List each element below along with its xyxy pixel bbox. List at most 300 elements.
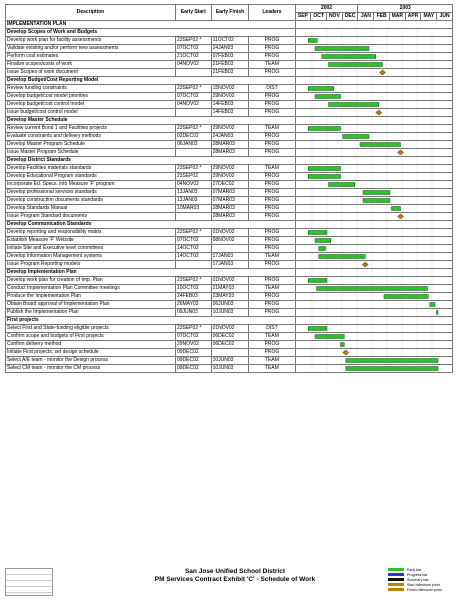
task-description: Publish the Implementation Plan xyxy=(6,309,176,317)
task-leader: PROG xyxy=(249,181,295,189)
task-early-finish: 29NOV02 xyxy=(211,125,249,133)
task-early-start: 26MAY03 xyxy=(175,301,211,309)
chart-cell xyxy=(295,69,452,77)
gantt-table xyxy=(5,4,453,373)
chart-svg xyxy=(297,37,447,44)
task-leader: PROG xyxy=(249,53,295,61)
task-row xyxy=(6,125,453,133)
task-early-start: 07OCT02 xyxy=(175,93,211,101)
chart-svg xyxy=(297,317,447,324)
task-leader: TEAM xyxy=(249,285,295,293)
chart-cell xyxy=(295,341,452,349)
task-description: Conduct Implementation Plan Committee meetings xyxy=(6,285,176,293)
chart-svg xyxy=(297,301,447,308)
task-early-start: 14OCT02 xyxy=(175,245,211,253)
task-early-finish: 28MAR03 xyxy=(211,141,249,149)
task-leader: TEAM xyxy=(249,165,295,173)
task-description: Select First and State-funding eligible projects xyxy=(6,325,176,333)
task-description: Issue Scopes of work document xyxy=(6,69,176,77)
month-sep: SEP xyxy=(295,13,311,21)
task-leader: PROG xyxy=(249,261,295,269)
task-leader: TEAM xyxy=(249,333,295,341)
task-early-start: 07OCT02 xyxy=(175,45,211,53)
task-early-finish: 10JUN03 xyxy=(211,357,249,365)
milestone-marker xyxy=(379,70,385,75)
year-2002: 2002 xyxy=(295,5,358,13)
task-early-finish: 11OCT02 xyxy=(211,37,249,45)
task-description: Produce the Implementation Plan xyxy=(6,293,176,301)
legend-swatch xyxy=(388,573,404,576)
section-title: First projects xyxy=(6,317,296,325)
legend-swatch xyxy=(388,588,404,591)
early-bar xyxy=(308,127,340,131)
task-leader: PROG xyxy=(249,45,295,53)
task-row xyxy=(6,349,453,357)
footer-line-1: San Jose Unified School District xyxy=(184,568,286,575)
task-description: Develop Standards Manual xyxy=(6,205,176,213)
task-early-start: 13JAN03 xyxy=(175,189,211,197)
task-leader: PROG xyxy=(249,93,295,101)
chart-cell xyxy=(295,117,452,125)
task-early-finish: 07FEB03 xyxy=(211,53,249,61)
early-bar xyxy=(308,231,327,235)
task-early-start: 23SEP02 * xyxy=(175,125,211,133)
task-early-start: 02DEC02 xyxy=(175,133,211,141)
chart-cell xyxy=(295,277,452,285)
task-early-finish: 06JUN03 xyxy=(211,301,249,309)
task-leader: PROG xyxy=(249,293,295,301)
month-dec: DEC xyxy=(342,13,358,21)
chart-svg xyxy=(297,261,447,268)
task-description: Develop reporting and responsibility matrix xyxy=(6,229,176,237)
early-bar xyxy=(429,303,434,307)
chart-cell xyxy=(295,133,452,141)
task-early-start xyxy=(175,149,211,157)
task-early-finish: 23MAY03 xyxy=(211,293,249,301)
chart-svg xyxy=(297,349,447,356)
section-row xyxy=(6,29,453,37)
chart-cell xyxy=(295,349,452,357)
task-early-start: 29NOV02 xyxy=(175,341,211,349)
legend-label: Progress bar xyxy=(407,572,428,577)
task-row xyxy=(6,365,453,373)
task-description: Incorporate Ed. Specs. into Measure 'F' program xyxy=(6,181,176,189)
task-leader: DIST xyxy=(249,85,295,93)
chart-cell xyxy=(295,61,452,69)
task-early-start xyxy=(175,109,211,117)
early-bar xyxy=(391,207,400,211)
task-row xyxy=(6,341,453,349)
task-description: Issue Master Program Schedule xyxy=(6,149,176,157)
task-description: Evaluate constraints and delivery methods xyxy=(6,133,176,141)
task-leader: PROG xyxy=(249,189,295,197)
chart-cell xyxy=(295,261,452,269)
task-row xyxy=(6,133,453,141)
task-row xyxy=(6,85,453,93)
chart-svg xyxy=(297,293,447,300)
footer-line-2: PM Services Contract Exhibit 'C' - Schedule of Work xyxy=(154,576,316,583)
task-description: Develop construction documents standards xyxy=(6,197,176,205)
task-early-start: 09DEC02 xyxy=(175,357,211,365)
chart-svg xyxy=(297,253,447,260)
chart-cell xyxy=(295,165,452,173)
task-early-finish: 01NOV02 xyxy=(211,325,249,333)
legend-label: Start milestone point xyxy=(407,582,440,587)
task-early-start: 23SEP02 * xyxy=(175,277,211,285)
chart-svg xyxy=(297,189,447,196)
task-description: Establish Measure 'F' Website xyxy=(6,237,176,245)
task-early-finish: 24JAN03 xyxy=(211,45,249,53)
legend-item xyxy=(388,587,453,592)
task-early-start xyxy=(175,69,211,77)
early-bar xyxy=(308,87,334,91)
task-row xyxy=(6,277,453,285)
chart-cell xyxy=(295,253,452,261)
task-row xyxy=(6,325,453,333)
task-row xyxy=(6,197,453,205)
chart-svg xyxy=(297,245,447,252)
task-row xyxy=(6,189,453,197)
chart-svg xyxy=(297,341,447,348)
section-title: Develop Implementation Plan xyxy=(6,269,296,277)
task-early-start: 10OCT02 xyxy=(175,285,211,293)
task-early-start: 23SEP02 * xyxy=(175,325,211,333)
task-early-finish: 27DEC02 xyxy=(211,181,249,189)
early-bar xyxy=(318,255,365,259)
task-row xyxy=(6,261,453,269)
task-row xyxy=(6,253,453,261)
early-bar xyxy=(315,95,341,99)
section-title: Develop District Standards xyxy=(6,157,296,165)
task-description: Develop work plan for creation of Imp. Plan xyxy=(6,277,176,285)
task-description: Develop budget/cost control model xyxy=(6,101,176,109)
early-bar xyxy=(363,199,390,203)
early-bar xyxy=(345,359,437,363)
task-description: Issue budget/cost control model xyxy=(6,109,176,117)
chart-cell xyxy=(295,93,452,101)
milestone-marker xyxy=(362,262,368,267)
chart-svg xyxy=(297,173,447,180)
task-leader: PROG xyxy=(249,109,295,117)
month-feb: FEB xyxy=(374,13,390,21)
legend xyxy=(388,567,453,592)
task-early-start: 04NOV02 xyxy=(175,101,211,109)
chart-svg xyxy=(297,325,447,332)
chart-svg xyxy=(297,77,447,84)
task-leader: PROG xyxy=(249,229,295,237)
task-row xyxy=(6,357,453,365)
task-leader: PROG xyxy=(249,277,295,285)
chart-svg xyxy=(297,157,447,164)
chart-cell xyxy=(295,141,452,149)
task-row xyxy=(6,109,453,117)
task-leader: PROG xyxy=(249,37,295,45)
task-row xyxy=(6,285,453,293)
col-leaders: Leaders xyxy=(249,5,295,21)
col-early-start: Early Start xyxy=(175,5,211,21)
month-nov: NOV xyxy=(327,13,343,21)
task-leader: PROG xyxy=(249,197,295,205)
task-leader: PROG xyxy=(249,149,295,157)
task-early-start: 10MAR03 xyxy=(175,205,211,213)
task-leader: PROG xyxy=(249,309,295,317)
chart-svg xyxy=(297,197,447,204)
task-row xyxy=(6,53,453,61)
task-row xyxy=(6,213,453,221)
col-early-finish: Early Finish xyxy=(211,5,249,21)
task-early-start: 21OCT02 xyxy=(175,53,211,61)
task-leader: PROG xyxy=(249,133,295,141)
task-early-finish xyxy=(211,245,249,253)
footer xyxy=(5,566,453,596)
task-early-start: 09DEC02 xyxy=(175,365,211,373)
task-description: Develop budget/cost model priorities xyxy=(6,93,176,101)
chart-svg xyxy=(297,85,447,92)
task-leader: TEAM xyxy=(249,125,295,133)
early-bar xyxy=(308,39,317,43)
task-early-finish: 29NOV02 xyxy=(211,93,249,101)
chart-cell xyxy=(295,237,452,245)
chart-cell xyxy=(295,285,452,293)
task-description: Perform cost estimates xyxy=(6,53,176,61)
task-early-finish: 10JUN03 xyxy=(211,365,249,373)
month-jun: JUN xyxy=(437,13,453,21)
chart-svg xyxy=(297,125,447,132)
task-row xyxy=(6,245,453,253)
chart-svg xyxy=(297,45,447,52)
task-row xyxy=(6,69,453,77)
early-bar xyxy=(384,295,428,299)
task-early-finish: 08NOV02 xyxy=(211,237,249,245)
task-description: Develop Facilities materials standards xyxy=(6,165,176,173)
early-bar xyxy=(321,55,375,59)
chart-cell xyxy=(295,157,452,165)
chart-svg xyxy=(297,61,447,68)
chart-cell xyxy=(295,37,452,45)
chart-cell xyxy=(295,29,452,37)
task-description: Develop Master Program Schedule xyxy=(6,141,176,149)
early-bar xyxy=(316,287,427,291)
early-bar xyxy=(315,335,344,339)
task-leader: PROG xyxy=(249,349,295,357)
chart-cell xyxy=(295,333,452,341)
task-early-finish: 15NOV02 xyxy=(211,85,249,93)
legend-swatch xyxy=(388,568,404,571)
chart-cell xyxy=(295,293,452,301)
task-early-start: 04NOV02 xyxy=(175,181,211,189)
chart-cell xyxy=(295,149,452,157)
milestone-marker xyxy=(397,214,403,219)
chart-svg xyxy=(297,165,447,172)
task-description: Select A/E team - monitor the Design process xyxy=(6,357,176,365)
task-early-finish: 01NOV02 xyxy=(211,229,249,237)
chart-svg xyxy=(297,357,447,364)
task-description: Issue Program Reporting models xyxy=(6,261,176,269)
plan-title: IMPLEMENTATION PLAN xyxy=(6,21,296,29)
gantt-sheet xyxy=(5,4,453,373)
early-bar xyxy=(436,311,438,315)
footer-title xyxy=(115,568,355,584)
chart-cell xyxy=(295,173,452,181)
task-description: Develop Educational Program standards xyxy=(6,173,176,181)
task-description: Initiate Site and Executive level committees xyxy=(6,245,176,253)
task-early-start: 23SEP02 xyxy=(175,173,211,181)
milestone-marker xyxy=(375,110,381,115)
early-bar xyxy=(308,167,340,171)
task-leader: TEAM xyxy=(249,253,295,261)
task-description: Initiate First projects; set design schedule xyxy=(6,349,176,357)
task-leader: PROG xyxy=(249,69,295,77)
task-early-start: 23SEP02 * xyxy=(175,165,211,173)
year-2003: 2003 xyxy=(358,5,453,13)
revision-box xyxy=(5,568,53,596)
early-bar xyxy=(328,63,382,67)
legend-swatch xyxy=(388,578,404,581)
task-description: Review current Bond 1 and Facilities projects xyxy=(6,125,176,133)
task-early-finish: 06DEC02 xyxy=(211,333,249,341)
chart-svg xyxy=(297,29,447,36)
task-early-finish: 07MAR03 xyxy=(211,197,249,205)
task-early-start: 24FEB03 xyxy=(175,293,211,301)
chart-svg xyxy=(297,117,447,124)
col-description: Description xyxy=(6,5,176,21)
task-description: Confirm scope and budgets of First projects xyxy=(6,333,176,341)
task-description: Confirm delivery method xyxy=(6,341,176,349)
task-early-start: 07OCT02 xyxy=(175,237,211,245)
month-oct: OCT xyxy=(311,13,327,21)
task-leader: PROG xyxy=(249,213,295,221)
task-row xyxy=(6,237,453,245)
chart-svg xyxy=(297,101,447,108)
task-row xyxy=(6,61,453,69)
task-early-start xyxy=(175,213,211,221)
early-bar xyxy=(315,47,369,51)
early-bar xyxy=(342,135,368,139)
chart-cell xyxy=(295,229,452,237)
task-row xyxy=(6,229,453,237)
task-early-finish: 29NOV02 xyxy=(211,173,249,181)
task-early-finish: 28MAR03 xyxy=(211,149,249,157)
chart-svg xyxy=(297,109,447,116)
task-early-finish: 21MAY03 xyxy=(211,285,249,293)
task-description: Validate existing and/or perform new assessments xyxy=(6,45,176,53)
task-row xyxy=(6,93,453,101)
task-description: Develop work plan for facility assessments xyxy=(6,37,176,45)
table-header xyxy=(6,5,453,21)
chart-svg xyxy=(297,309,447,316)
task-early-start xyxy=(175,261,211,269)
task-early-finish: 24JAN03 xyxy=(211,133,249,141)
chart-cell xyxy=(295,53,452,61)
task-early-finish: 17JAN03 xyxy=(211,253,249,261)
chart-cell xyxy=(295,309,452,317)
section-row xyxy=(6,221,453,229)
month-jan: JAN xyxy=(358,13,374,21)
section-row xyxy=(6,317,453,325)
task-row xyxy=(6,333,453,341)
legend-label: Early bar xyxy=(407,567,422,572)
chart-cell xyxy=(295,45,452,53)
chart-cell xyxy=(295,101,452,109)
task-early-start: 23SEP02 * xyxy=(175,85,211,93)
early-bar xyxy=(315,239,331,243)
task-early-finish: 28MAR03 xyxy=(211,205,249,213)
task-row xyxy=(6,301,453,309)
chart-svg xyxy=(297,149,447,156)
chart-svg xyxy=(297,53,447,60)
task-early-start: 23SEP02 * xyxy=(175,229,211,237)
task-description: Develop professional services standards xyxy=(6,189,176,197)
chart-svg xyxy=(297,269,447,276)
chart-cell xyxy=(295,213,452,221)
chart-svg xyxy=(297,93,447,100)
section-title: Develop Master Schedule xyxy=(6,117,296,125)
chart-svg xyxy=(297,205,447,212)
task-early-start: 23SEP02 * xyxy=(175,37,211,45)
early-bar xyxy=(328,183,354,187)
task-leader: TEAM xyxy=(249,61,295,69)
task-early-start: 14OCT02 xyxy=(175,253,211,261)
chart-cell xyxy=(295,317,452,325)
chart-cell xyxy=(295,301,452,309)
early-bar xyxy=(308,279,327,283)
early-bar xyxy=(363,191,390,195)
task-early-finish: 14FEB03 xyxy=(211,101,249,109)
task-row xyxy=(6,149,453,157)
chart-svg xyxy=(297,213,447,220)
early-bar xyxy=(345,367,437,371)
task-leader: PROG xyxy=(249,301,295,309)
month-apr: APR xyxy=(405,13,421,21)
chart-cell xyxy=(295,181,452,189)
task-description: Develop Information Management systems xyxy=(6,253,176,261)
chart-svg xyxy=(297,237,447,244)
chart-svg xyxy=(297,221,447,228)
task-row xyxy=(6,165,453,173)
task-description: Issue Program Standard documents xyxy=(6,213,176,221)
section-row xyxy=(6,77,453,85)
task-early-finish: 10JUN03 xyxy=(211,309,249,317)
task-early-start: 09JUN03 xyxy=(175,309,211,317)
section-title: Develop Budget/Cost Reporting Model xyxy=(6,77,296,85)
task-row xyxy=(6,45,453,53)
task-row xyxy=(6,101,453,109)
section-row xyxy=(6,269,453,277)
chart-svg xyxy=(297,181,447,188)
task-early-start: 04NOV02 xyxy=(175,61,211,69)
early-bar xyxy=(340,343,344,347)
task-row xyxy=(6,205,453,213)
chart-cell xyxy=(295,357,452,365)
chart-cell xyxy=(295,85,452,93)
section-title: Develop Scopes of Work and Budgets xyxy=(6,29,296,37)
task-early-finish: 06DEC02 xyxy=(211,341,249,349)
task-early-finish: 01NOV02 xyxy=(211,277,249,285)
chart-cell xyxy=(295,21,452,29)
chart-svg xyxy=(297,141,447,148)
task-early-finish: 28MAR03 xyxy=(211,213,249,221)
table-body xyxy=(6,21,453,373)
task-row xyxy=(6,309,453,317)
task-early-start: 06JAN03 xyxy=(175,141,211,149)
task-early-finish: 14FEB03 xyxy=(211,109,249,117)
task-leader: PROG xyxy=(249,173,295,181)
early-bar xyxy=(360,143,401,147)
task-leader: PROG xyxy=(249,245,295,253)
task-leader: PROG xyxy=(249,101,295,109)
section-title: Develop Communication Standards xyxy=(6,221,296,229)
chart-cell xyxy=(295,205,452,213)
